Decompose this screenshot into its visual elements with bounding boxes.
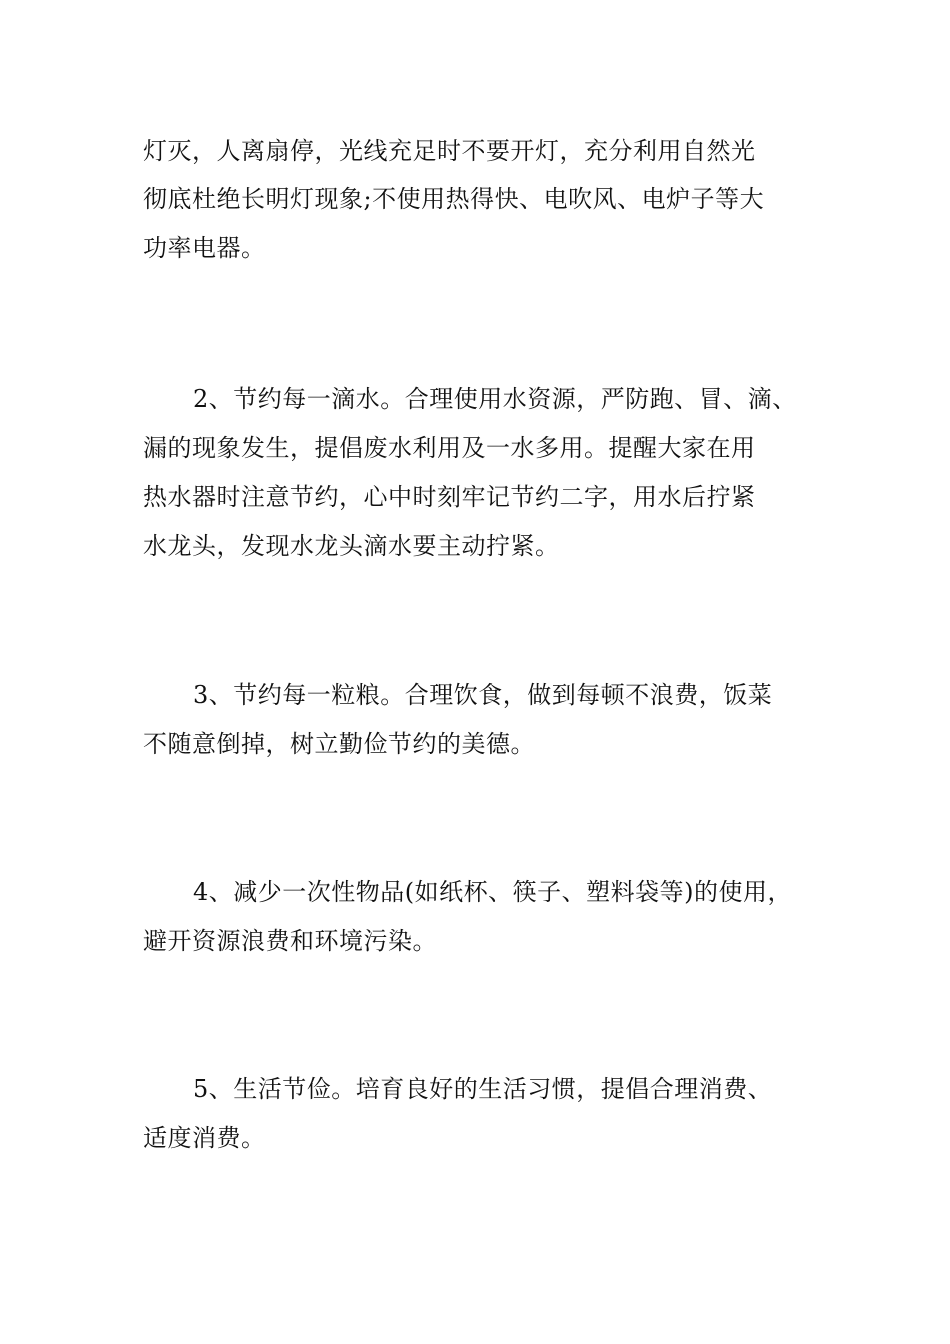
paragraph-line: 功率电器。	[143, 234, 266, 262]
paragraph-line: 水龙头，发现水龙头滴水要主动拧紧。	[143, 532, 560, 560]
paragraph-line: 灯灭，人离扇停，光线充足时不要开灯，充分利用自然光	[143, 137, 756, 165]
paragraph-line: 漏的现象发生，提倡废水利用及一水多用。提醒大家在用	[143, 434, 756, 462]
paragraph-line: 彻底杜绝长明灯现象;不使用热得快、电吹风、电炉子等大	[143, 185, 765, 213]
paragraph-line: 避开资源浪费和环境污染。	[143, 927, 437, 955]
paragraph-line: 热水器时注意节约，心中时刻牢记节约二字，用水后拧紧	[143, 483, 756, 511]
paragraph-line: 5、生活节俭。培育良好的生活习惯，提倡合理消费、	[193, 1075, 773, 1103]
paragraph-line: 4、减少一次性物品(如纸杯、筷子、塑料袋等)的使用，	[193, 878, 792, 906]
paragraph-line: 2、节约每一滴水。合理使用水资源，严防跑、冒、滴、	[193, 385, 797, 413]
paragraph-line: 适度消费。	[143, 1124, 266, 1152]
paragraph-line: 不随意倒掉，树立勤俭节约的美德。	[143, 730, 535, 758]
paragraph-line: 3、节约每一粒粮。合理饮食，做到每顿不浪费，饭菜	[193, 681, 773, 709]
